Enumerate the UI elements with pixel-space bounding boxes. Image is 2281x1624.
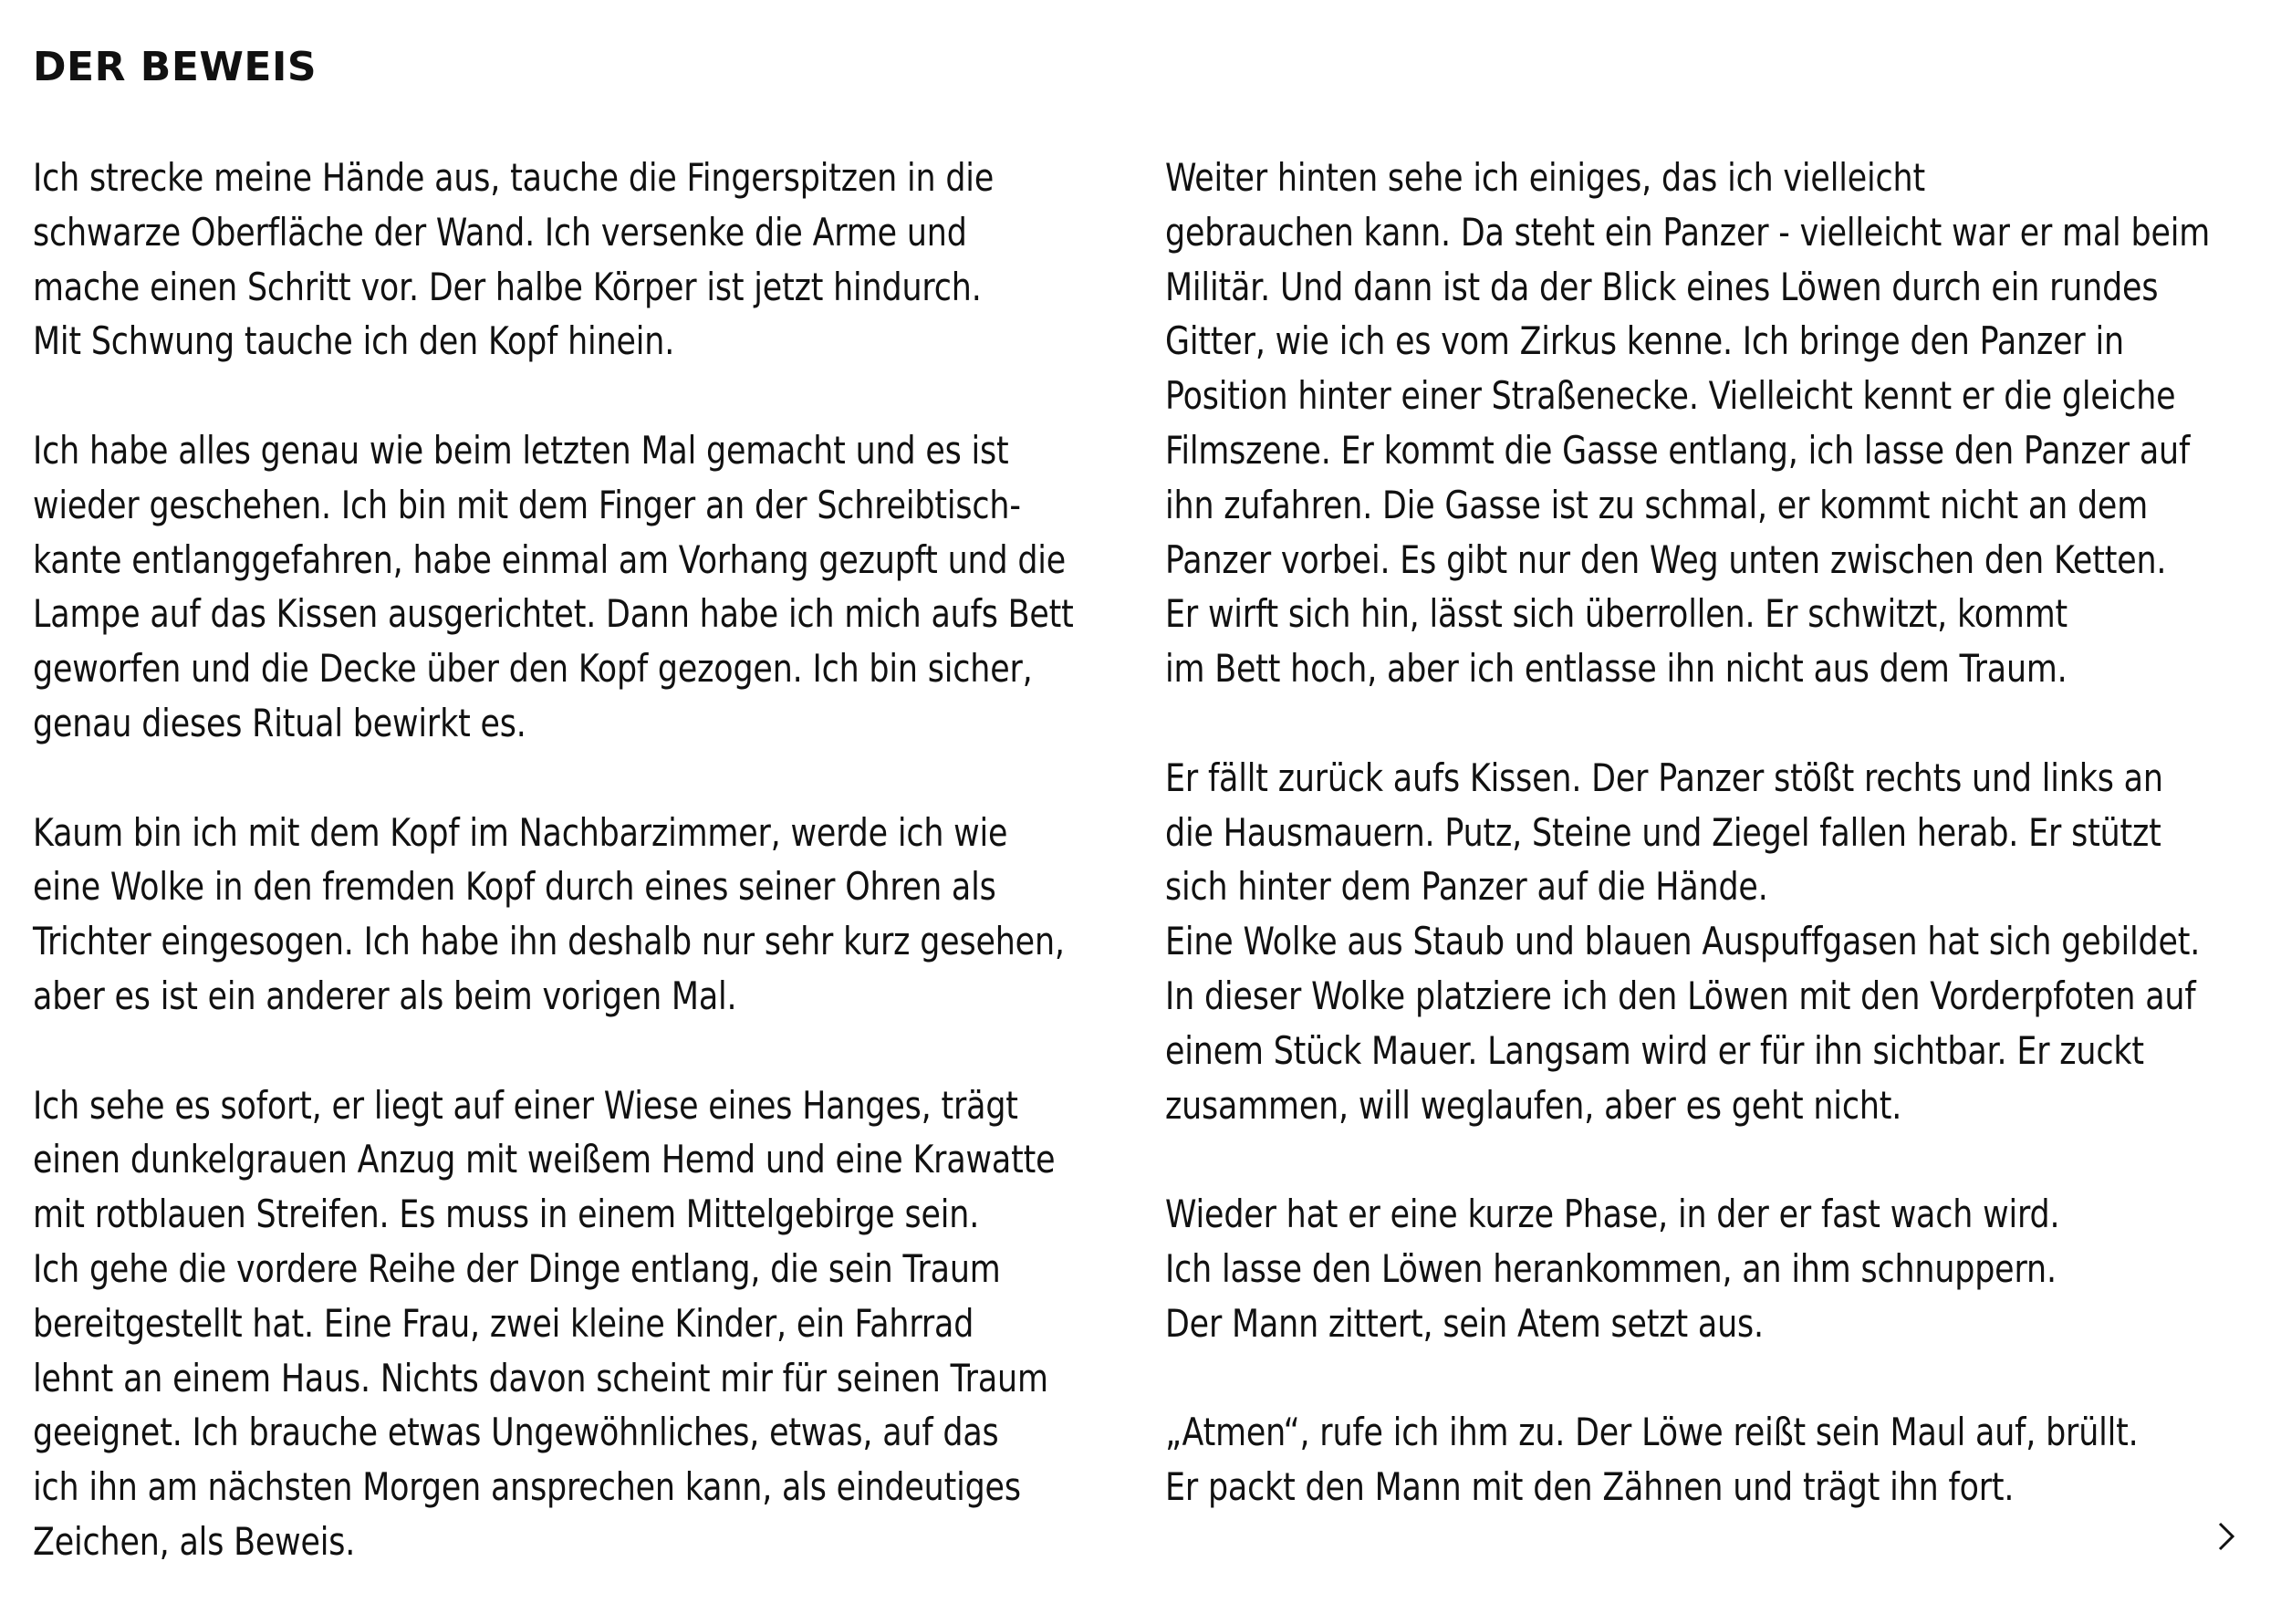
text-line: Militär. Und dann ist da der Blick eines Löwen durch ein rundes: [1165, 264, 2159, 309]
text-line: lehnt an einem Haus. Nichts davon scheint mir für seinen Traum: [33, 1355, 1048, 1400]
text-line: mit rotblauen Streifen. Es muss in einem Mittelgebirge sein.: [33, 1192, 980, 1237]
text-line: Er fällt zurück aufs Kissen. Der Panzer stößt rechts und links an: [1165, 755, 2163, 800]
text-line: wieder geschehen. Ich bin mit dem Finger an der Schreibtisch-: [33, 482, 1021, 527]
text-line: kante entlanggefahren, habe einmal am Vorhang gezupft und die: [33, 536, 1067, 582]
text-line: Er wirft sich hin, lässt sich überrollen. Er schwitzt, kommt: [1165, 591, 2068, 637]
paragraph: [1165, 1187, 2269, 1350]
text-line: mache einen Schritt vor. Der halbe Körper ist jetzt hindurch.: [33, 264, 982, 309]
page-title: DER BEWEIS: [33, 44, 318, 90]
text-line: Position hinter einer Straßenecke. Vielleicht kennt er die gleiche: [1165, 373, 2176, 419]
text-line: Ich sehe es sofort, er liegt auf einer Wiese eines Hanges, trägt: [33, 1082, 1018, 1128]
text-line: ihn zufahren. Die Gasse ist zu schmal, er kommt nicht an dem: [1165, 482, 2148, 527]
text-line: Ich lasse den Löwen herankommen, an ihm schnuppern.: [1165, 1245, 2057, 1291]
paragraph: [33, 423, 1173, 751]
text-line: einen dunkelgrauen Anzug mit weißem Hemd und eine Krawatte: [33, 1137, 1056, 1182]
text-line: Trichter eingesogen. Ich habe ihn deshalb nur sehr kurz gesehen,: [33, 919, 1065, 964]
text-line: ich ihn am nächsten Morgen ansprechen kann, als eindeutiges: [33, 1464, 1021, 1510]
text-line: schwarze Oberfläche der Wand. Ich versenke die Arme und: [33, 209, 967, 255]
text-line: Filmszene. Er kommt die Gasse entlang, ich lasse den Panzer auf: [1165, 427, 2191, 473]
text-line: Wieder hat er eine kurze Phase, in der er fast wach wird.: [1165, 1192, 2060, 1237]
text-line: bereitgestellt hat. Eine Frau, zwei kleine Kinder, ein Fahrrad: [33, 1300, 974, 1346]
text-line: Weiter hinten sehe ich einiges, das ich vielleicht: [1165, 155, 1925, 200]
text-line: zusammen, will weglaufen, aber es geht nicht.: [1165, 1082, 1902, 1128]
text-line: geeignet. Ich brauche etwas Ungewöhnliches, etwas, auf das: [33, 1410, 999, 1455]
paragraph: [33, 806, 1173, 1024]
text-line: Gitter, wie ich es vom Zirkus kenne. Ich bringe den Panzer in: [1165, 318, 2124, 364]
text-line: Panzer vorbei. Es gibt nur den Weg unten zwischen den Ketten.: [1165, 536, 2167, 582]
text-line: Lampe auf das Kissen ausgerichtet. Dann habe ich mich aufs Bett: [33, 591, 1074, 637]
paragraph: [1165, 751, 2269, 1133]
text-line: Mit Schwung tauche ich den Kopf hinein.: [33, 318, 675, 364]
text-line: einem Stück Mauer. Langsam wird er für ihn sichtbar. Er zuckt: [1165, 1027, 2144, 1073]
text-line: Eine Wolke aus Staub und blauen Auspuffgasen hat sich gebildet.: [1165, 919, 2201, 964]
text-line: Zeichen, als Beweis.: [33, 1518, 356, 1564]
chevron-right-icon[interactable]: [2206, 1511, 2246, 1562]
left-text-column: [33, 151, 1173, 1624]
text-line: die Hausmauern. Putz, Steine und Ziegel fallen herab. Er stützt: [1165, 809, 2161, 855]
text-line: Ich strecke meine Hände aus, tauche die Fingerspitzen in die: [33, 155, 995, 200]
text-line: Er packt den Mann mit den Zähnen und trägt ihn fort.: [1165, 1464, 2015, 1510]
paragraph: [1165, 1405, 2269, 1515]
paragraph: [1165, 151, 2269, 696]
text-line: genau dieses Ritual bewirkt es.: [33, 700, 526, 745]
text-line: Ich habe alles genau wie beim letzten Mal gemacht und es ist: [33, 427, 1009, 473]
paragraph: [33, 1078, 1173, 1569]
text-line: aber es ist ein anderer als beim vorigen Mal.: [33, 973, 737, 1018]
text-line: In dieser Wolke platziere ich den Löwen mit den Vorderpfoten auf: [1165, 973, 2196, 1018]
right-text-column: [1165, 151, 2269, 1569]
text-line: Ich gehe die vordere Reihe der Dinge entlang, die sein Traum: [33, 1245, 1001, 1291]
text-line: Kaum bin ich mit dem Kopf im Nachbarzimmer, werde ich wie: [33, 809, 1008, 855]
text-line: Der Mann zittert, sein Atem setzt aus.: [1165, 1300, 1764, 1346]
paragraph: [33, 151, 1173, 369]
text-line: gebrauchen kann. Da steht ein Panzer - vielleicht war er mal beim: [1165, 209, 2211, 255]
text-line: geworfen und die Decke über den Kopf gezogen. Ich bin sicher,: [33, 646, 1033, 692]
text-line: sich hinter dem Panzer auf die Hände.: [1165, 864, 1768, 910]
text-line: im Bett hoch, aber ich entlasse ihn nicht aus dem Traum.: [1165, 646, 2067, 692]
chevron-right-icon-glyph: [2216, 1520, 2236, 1553]
text-line: „Atmen“, rufe ich ihm zu. Der Löwe reißt sein Maul auf, brüllt.: [1165, 1410, 2139, 1455]
text-line: eine Wolke in den fremden Kopf durch eines seiner Ohren als: [33, 864, 996, 910]
